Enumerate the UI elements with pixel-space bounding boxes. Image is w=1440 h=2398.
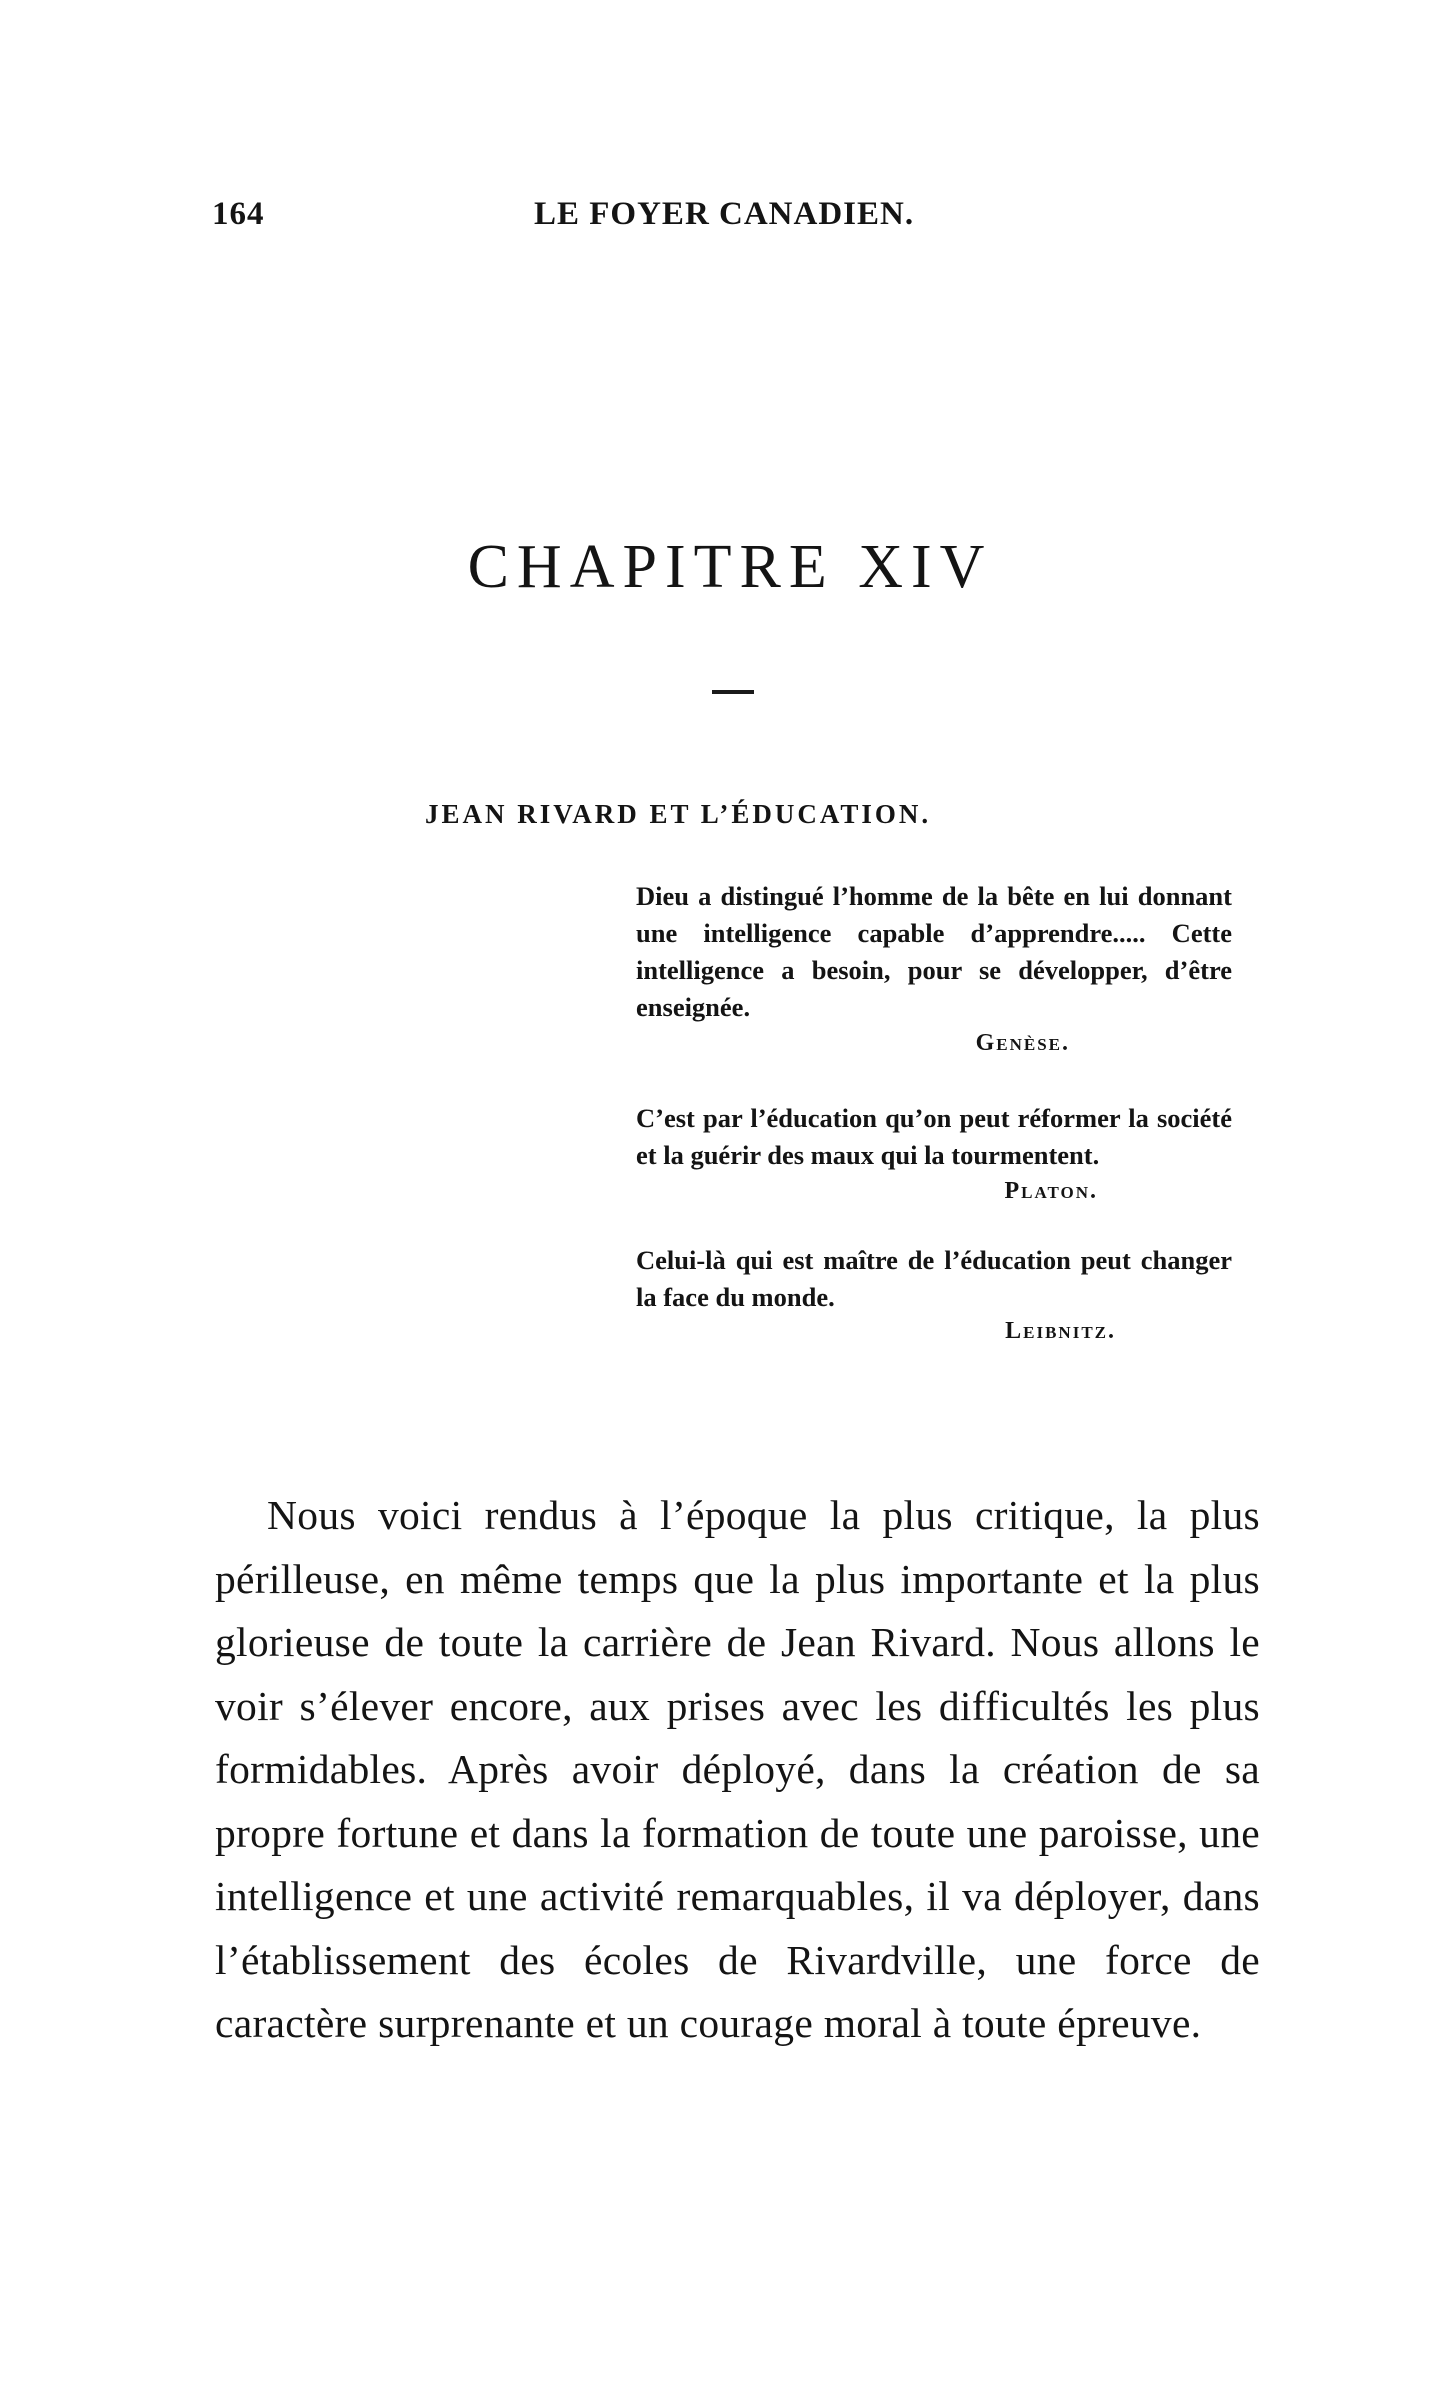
epigraph-author: Genèse. [975, 1030, 1070, 1056]
running-head [212, 196, 972, 240]
running-title: LE FOYER CANADIEN. [534, 196, 915, 232]
chapter-subtitle: JEAN RIVARD ET L’ÉDUCATION. [425, 799, 932, 829]
epigraph-text: Celui-là qui est maître de l’éducation peut changer la face du monde. [636, 1245, 1232, 1312]
epigraph-author: Platon. [1004, 1178, 1098, 1204]
epigraph-text: Dieu a distingué l’homme de la bête en lui donnant une intelligence capable d’apprendre..... Cette intelligence a besoin, pour se développer, d’être enseignée. [636, 881, 1232, 1022]
epigraph [636, 878, 1232, 1060]
epigraphs [636, 878, 1232, 1348]
chapter-divider [712, 690, 754, 694]
epigraph [636, 1100, 1232, 1208]
page-number: 164 [212, 196, 265, 232]
body-paragraph: Nous voici rendus à l’époque la plus critique, la plus périlleuse, en même temps que la plus importante et la plus glorieuse de toute la carrière de Jean Rivard. Nous allons le voir s’élever encore, aux prises avec les difficultés les plus formidables. Après avoir déployé, dans la création de sa propre fortune et dans la formation de toute une paroisse, une intelligence et une activité remarquables, il va déployer, dans l’établissement des écoles de Rivardville, une force de caractère surprenante et un courage moral à toute épreuve. [215, 1492, 1260, 2046]
epigraph-text: C’est par l’éducation qu’on peut réformer la société et la guérir des maux qui la tourmentent. [636, 1103, 1232, 1170]
epigraph [636, 1242, 1232, 1348]
epigraph-author: Leibnitz. [1005, 1318, 1116, 1344]
chapter-heading: CHAPITRE XIV [467, 533, 993, 601]
